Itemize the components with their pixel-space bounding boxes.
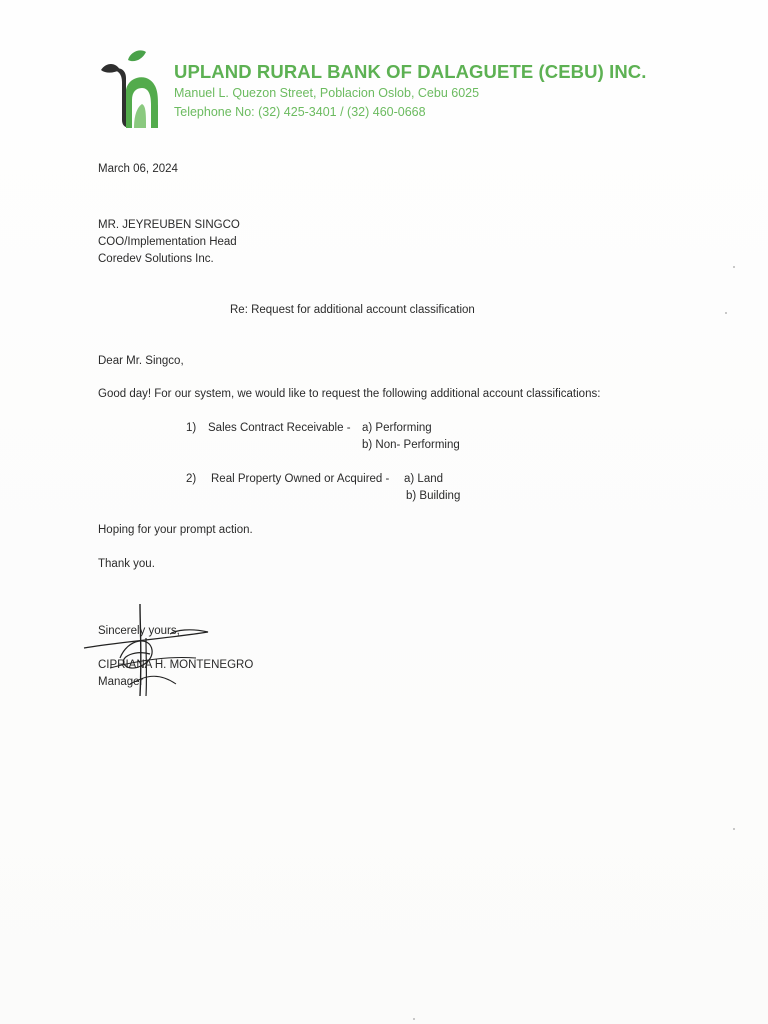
list-item-number: 1) [186, 422, 197, 434]
bank-telephone: Telephone No: (32) 425-3401 / (32) 460-0668 [174, 105, 426, 119]
list-item-label: Sales Contract Receivable - [208, 422, 351, 434]
closing-line: Hoping for your prompt action. [98, 524, 253, 536]
salutation: Dear Mr. Singco, [98, 355, 184, 367]
list-item-option: b) Non- Performing [362, 439, 460, 451]
list-item-label: Real Property Owned or Acquired - [211, 473, 390, 485]
list-item-option: a) Performing [362, 422, 432, 434]
closing-line: Thank you. [98, 558, 155, 570]
scan-speck [725, 312, 727, 314]
sign-off: Sincerely yours, [98, 625, 180, 637]
recipient-name: MR. JEYREUBEN SINGCO [98, 219, 240, 231]
scan-speck [733, 266, 735, 268]
list-item-option: a) Land [404, 473, 444, 485]
intro-paragraph: Good day! For our system, we would like to request the following additional account classifications: [98, 388, 601, 400]
bank-name: UPLAND RURAL BANK OF DALAGUETE (CEBU) INC. [174, 61, 647, 82]
letterhead [98, 48, 698, 132]
recipient-position: COO/Implementation Head [98, 236, 237, 248]
bank-logo-icon [98, 48, 166, 130]
handwritten-signature-icon [80, 598, 220, 698]
bank-address: Manuel L. Quezon Street, Poblacion Oslob, Cebu 6025 [174, 86, 480, 100]
scan-speck [413, 1018, 415, 1020]
list-item-number: 2) [186, 473, 197, 485]
scan-speck [733, 828, 735, 830]
subject-line: Re: Request for additional account classification [230, 304, 475, 316]
letter-date: March 06, 2024 [98, 163, 178, 175]
signer-name: CIPRIANA H. MONTENEGRO [98, 659, 254, 671]
recipient-company: Coredev Solutions Inc. [98, 253, 214, 265]
recipient-block [98, 217, 240, 268]
list-item-option: b) Building [406, 490, 461, 502]
signer-title: Manager [98, 676, 144, 688]
